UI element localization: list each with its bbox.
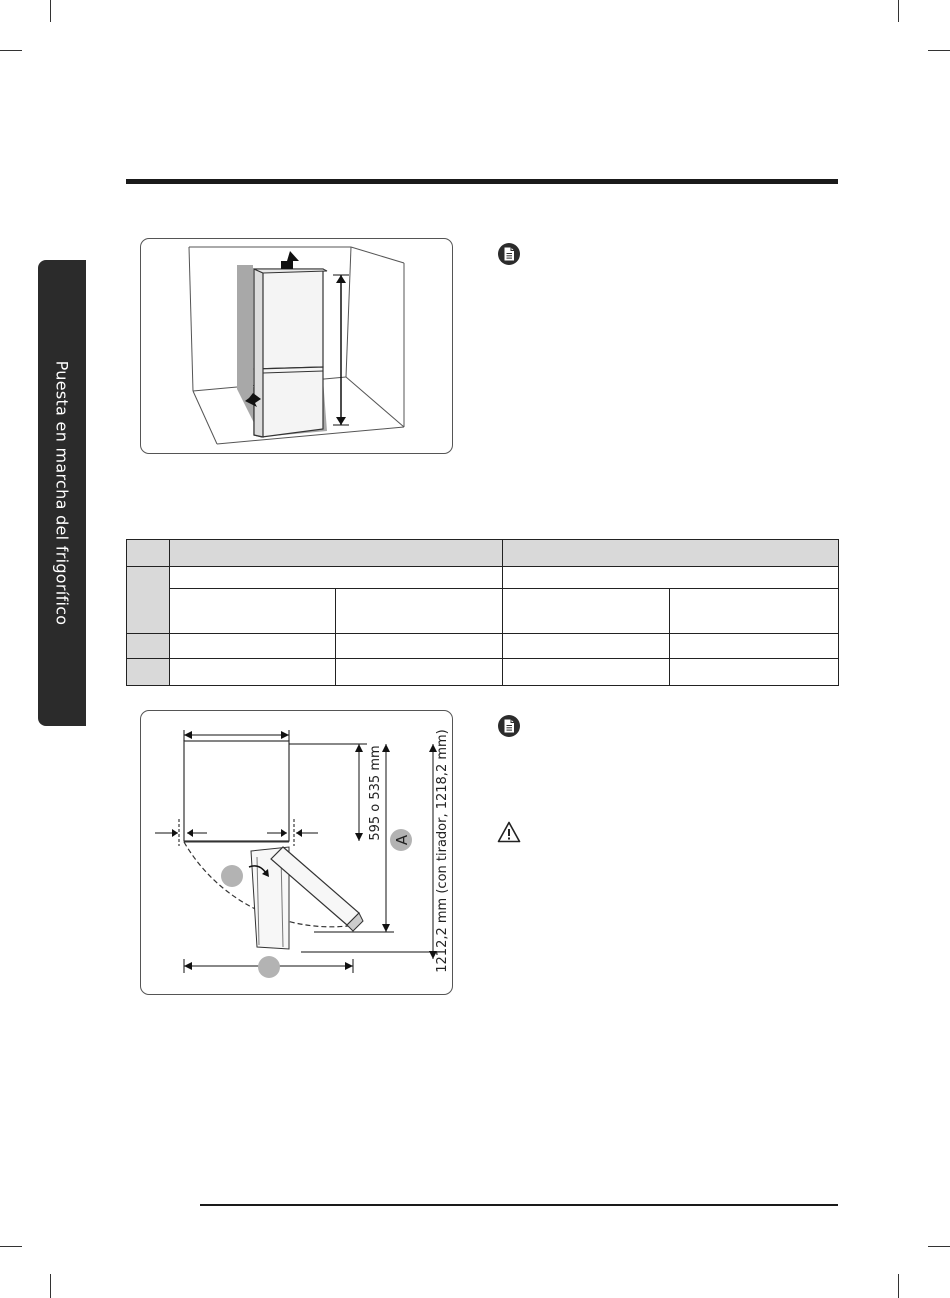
marker-a: A [393, 834, 411, 846]
table-cell [170, 634, 336, 659]
note-icon [497, 242, 521, 266]
table-cell [503, 567, 839, 589]
crop-mark [50, 1274, 51, 1298]
fridge-placement-figure [140, 238, 453, 454]
table-header-cell [503, 540, 839, 567]
crop-mark [928, 1246, 950, 1247]
table-cell [670, 659, 839, 686]
crop-mark [50, 0, 51, 22]
table-row [127, 567, 839, 589]
fridge-placement-illustration [141, 239, 452, 453]
table-cell [670, 589, 839, 634]
table-cell [336, 659, 503, 686]
table-cell [336, 589, 503, 634]
up-arrow-icon [281, 251, 299, 269]
header-rule [126, 179, 838, 184]
table-cell [170, 659, 336, 686]
crop-mark [898, 0, 899, 22]
table-row [127, 589, 839, 634]
note-icon [497, 714, 521, 738]
table-cell [503, 659, 670, 686]
crop-mark [0, 50, 22, 51]
table-row-label [127, 634, 170, 659]
crop-mark [0, 1246, 22, 1247]
chapter-tab-label: Puesta en marcha del frigorífico [52, 360, 72, 626]
door-clearance-illustration [141, 711, 452, 994]
table-cell [170, 567, 503, 589]
table-header-cell [170, 540, 503, 567]
dim-depth: 595 o 535 mm [368, 745, 383, 841]
table-cell [336, 634, 503, 659]
crop-mark [898, 1274, 899, 1298]
table-row-label [127, 659, 170, 686]
dim-total: 1212,2 mm (con tirador, 1218,2 mm) [435, 729, 450, 973]
table-row [127, 634, 839, 659]
table-header-row [127, 540, 839, 567]
table-cell [670, 634, 839, 659]
table-cell [170, 589, 336, 634]
table-row-label [127, 567, 170, 634]
warning-icon [497, 820, 521, 844]
door-clearance-figure [140, 710, 453, 995]
dimensions-table [126, 539, 839, 686]
crop-mark [928, 50, 950, 51]
table-cell [503, 634, 670, 659]
table-cell [503, 589, 670, 634]
table-row [127, 659, 839, 686]
table-header-cell [127, 540, 170, 567]
footer-rule [200, 1204, 838, 1206]
chapter-tab [38, 260, 86, 726]
